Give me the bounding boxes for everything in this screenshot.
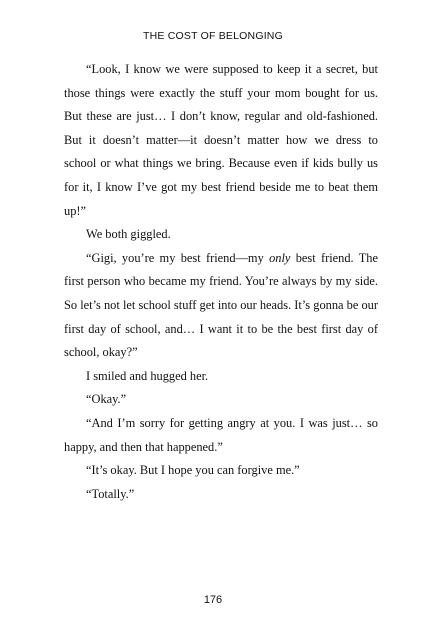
paragraph bbox=[64, 247, 378, 365]
body-text bbox=[64, 58, 378, 506]
paragraph: “Okay.” bbox=[86, 392, 127, 407]
paragraph: “And I’m sorry for getting angry at you. I was just… so happy, and then that happened.” bbox=[64, 415, 378, 454]
page-number: 176 bbox=[203, 594, 223, 606]
paragraph: “It’s okay. But I hope you can forgive me.” bbox=[86, 463, 300, 478]
emphasized-word: only bbox=[269, 250, 291, 265]
paragraph: We both giggled. bbox=[86, 227, 171, 242]
paragraph-text: best friend. The first person who became my friend. You’re always by my side. So let’s not let school stuff get into our heads. It’s gonna be our first day of school, and… I want it to be the best first day of school, okay?” bbox=[64, 250, 378, 360]
running-head: THE COST OF BELONGING bbox=[143, 30, 283, 42]
paragraph: “Look, I know we were supposed to keep it a secret, but those things were exactly the stuff your mom bought for us. But these are just… I don’t know, regular and old-fashioned. But it doesn’t matter—it doesn’t matter how we dress to school or what things we bring. Because even if kids bully us for it, I know I’ve got my best friend beside me to beat them up!” bbox=[64, 62, 378, 218]
paragraph: “Totally.” bbox=[86, 486, 135, 501]
paragraph: I smiled and hugged her. bbox=[86, 368, 209, 383]
paragraph-text: “Gigi, you’re my best friend—my bbox=[86, 250, 270, 265]
